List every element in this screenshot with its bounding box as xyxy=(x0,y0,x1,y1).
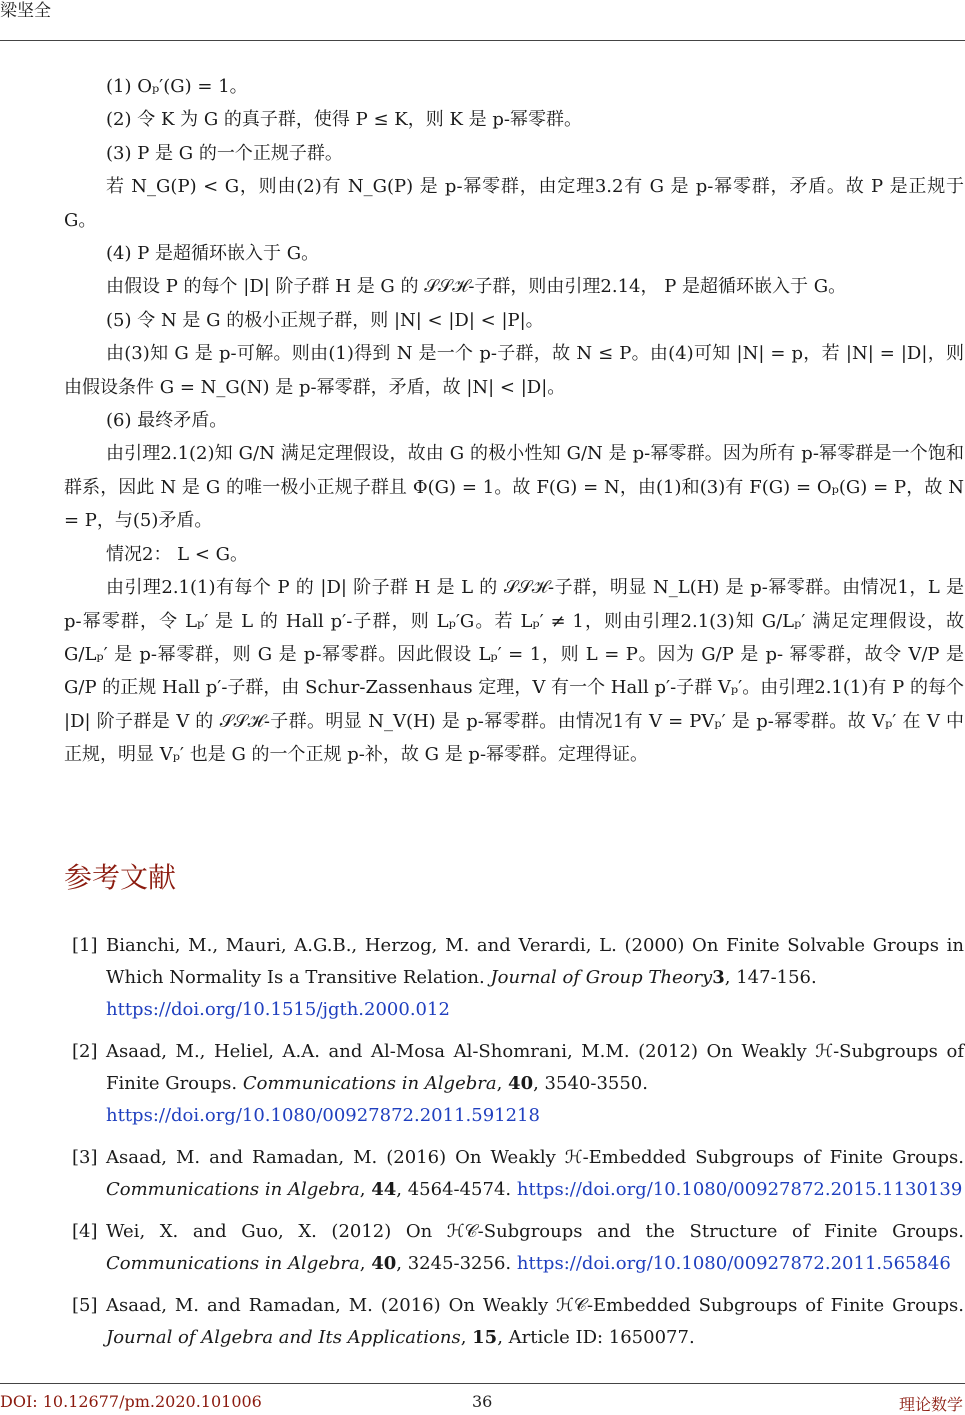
reference-authors-title: Asaad, M., Heliel, A.A. and Al-Mosa Al-Shomrani, M.M. (2012) On Weakly ℋ-Subgroups of Finite Groups. xyxy=(106,1041,964,1094)
proof-body xyxy=(64,70,964,772)
proof-step-6-argument: 由引理2.1(2)知 G/N 满足定理假设，故由 G 的极小性知 G/N 是 p-幂零群。因为所有 p-幂零群是一个饱和群系，因此 N 是 G 的唯一极小正规子群且 Φ(G) = 1。故 F(G) = N，由(1)和(3)有 F(G) = Oₚ(G) = P，故 N = P，与(5)矛盾。 xyxy=(64,443,964,532)
proof-step-6: (6) 最终矛盾。 xyxy=(106,410,228,432)
reference-number: [3] xyxy=(72,1147,98,1168)
proof-step-4-argument: 由假设 P 的每个 |D| 阶子群 H 是 G 的 𝒮𝒮ℋ-子群，则由引理2.14， P 是超循环嵌入于 G。 xyxy=(106,276,847,298)
reference-authors-title: Asaad, M. and Ramadan, M. (2016) On Weakly ℋ𝒞-Embedded Subgroups of Finite Groups. xyxy=(106,1295,964,1316)
header-divider xyxy=(0,40,965,41)
reference-authors-title: Asaad, M. and Ramadan, M. (2016) On Weakly ℋ-Embedded Subgroups of Finite Groups. xyxy=(106,1147,964,1168)
reference-journal: Communications in Algebra xyxy=(106,1253,360,1274)
footer-journal-name: 理论数学 xyxy=(898,1395,963,1414)
running-header-author: 梁坚全 xyxy=(0,1,51,21)
reference-pages: , 3245-3256. xyxy=(396,1253,512,1274)
reference-doi-link[interactable]: https://doi.org/10.1515/jgth.2000.012 xyxy=(106,999,450,1020)
reference-number: [5] xyxy=(72,1295,98,1316)
reference-pages: , 3540-3550. xyxy=(533,1073,648,1094)
reference-journal: Journal of Algebra and Its Applications xyxy=(106,1327,461,1348)
case-2-argument: 由引理2.1(1)有每个 P 的 |D| 阶子群 H 是 L 的 𝒮𝒮ℋ-子群，明显 N_L(H) 是 p-幂零群。由情况1，L 是 p-幂零群，令 Lₚ′ 是 L 的 Hall p′-子群，则 Lₚ′G。若 Lₚ′ ≠ 1，则由引理2.1(3)知 G/Lₚ′ 满足定理假设，故 G/Lₚ′ 是 p-幂零群，则 G 是 p-幂零群。因此假设 Lₚ′ = 1，则 L = P。因为 G/P 是 p- 幂零群，故令 V/P 是 G/P 的正规 Hall p′-子群，由 Schur-Zassenhaus 定理，V 有一个 Hall p′-子群 Vₚ′。由引理2.1(1)有 P 的每个 |D| 阶子群是 V 的 𝒮𝒮ℋ-子群。明显 N_V(H) 是 p-幂零群。由情况1有 V = PVₚ′ 是 p-幂零群。故 Vₚ′ 在 V 中正规，明显 Vₚ′ 也是 G 的一个正规 p-补，故 G 是 p-幂零群。定理得证。 xyxy=(64,577,964,766)
reference-journal: Communications in Algebra xyxy=(242,1073,497,1094)
proof-step-3-argument: 若 N_G(P) < G，则由(2)有 N_G(P) 是 p-幂零群，由定理3.2有 G 是 p-幂零群，矛盾。故 P 是正规于 G。 xyxy=(64,176,964,231)
reference-sep: , xyxy=(359,1253,372,1274)
proof-step-2: (2) 令 K 为 G 的真子群，使得 P ≤ K，则 K 是 p-幂零群。 xyxy=(106,109,582,131)
reference-item xyxy=(64,1142,964,1206)
reference-doi-link[interactable]: https://doi.org/10.1080/00927872.2015.1130139 xyxy=(516,1179,963,1200)
proof-step-3: (3) P 是 G 的一个正规子群。 xyxy=(106,142,343,164)
proof-step-4: (4) P 是超循环嵌入于 G。 xyxy=(106,243,320,265)
reference-authors-title: Wei, X. and Guo, X. (2012) On ℋ𝒞-Subgroups and the Structure of Finite Groups. xyxy=(106,1221,964,1242)
reference-pages: , 4564-4574. xyxy=(396,1179,512,1200)
reference-item xyxy=(64,1216,964,1280)
reference-number: [4] xyxy=(72,1221,98,1242)
reference-volume: 40 xyxy=(371,1253,397,1274)
reference-authors-title: Bianchi, M., Mauri, A.G.B., Herzog, M. and Verardi, L. (2000) On Finite Solvable Groups in Which Normality Is a Transitive Relation. xyxy=(106,935,964,988)
reference-item xyxy=(64,1036,964,1132)
reference-volume: 40 xyxy=(508,1073,534,1094)
case-2-heading: 情况2： L < G。 xyxy=(106,543,249,565)
reference-pages: , 147-156. xyxy=(724,967,817,988)
proof-step-1: (1) Oₚ′(G) = 1。 xyxy=(106,76,248,97)
references-heading: 参考文献 xyxy=(64,861,177,894)
page-number: 36 xyxy=(472,1392,493,1411)
reference-sep: , xyxy=(496,1073,509,1094)
reference-doi-link[interactable]: https://doi.org/10.1080/00927872.2011.565846 xyxy=(516,1253,951,1274)
footer-divider xyxy=(0,1383,965,1384)
reference-sep: , xyxy=(359,1179,372,1200)
reference-pages: , Article ID: 1650077. xyxy=(497,1327,695,1348)
reference-number: [1] xyxy=(72,935,98,956)
reference-list xyxy=(64,930,964,1364)
reference-doi-link[interactable]: https://doi.org/10.1080/00927872.2011.591218 xyxy=(106,1105,540,1126)
reference-volume: 44 xyxy=(371,1179,397,1200)
reference-journal: Journal of Group Theory xyxy=(490,967,713,988)
reference-number: [2] xyxy=(72,1041,98,1062)
footer-doi: DOI: 10.12677/pm.2020.101006 xyxy=(0,1392,262,1411)
reference-sep: , xyxy=(460,1327,473,1348)
reference-journal: Communications in Algebra xyxy=(106,1179,360,1200)
reference-item xyxy=(64,1290,964,1354)
reference-volume: 15 xyxy=(472,1327,498,1348)
proof-step-5-argument: 由(3)知 G 是 p-可解。则由(1)得到 N 是一个 p-子群，故 N ≤ P。由(4)可知 |N| = p，若 |N| = |D|，则由假设条件 G = N_G(N) 是 p-幂零群，矛盾，故 |N| < |D|。 xyxy=(64,343,964,398)
reference-item xyxy=(64,930,964,1026)
proof-step-5: (5) 令 N 是 G 的极小正规子群，则 |N| < |D| < |P|。 xyxy=(106,309,544,331)
reference-volume: 3 xyxy=(712,967,725,988)
